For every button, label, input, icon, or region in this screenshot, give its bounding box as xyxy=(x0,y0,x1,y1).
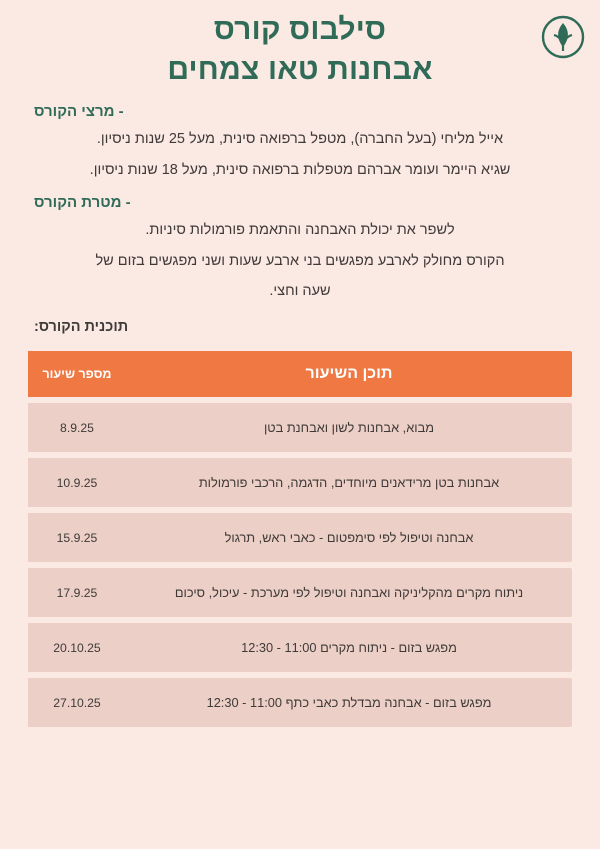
row-number: 20.10.25 xyxy=(28,623,126,672)
table-row xyxy=(28,403,572,452)
page-title xyxy=(28,0,572,89)
row-topic: אבחנות בטן מרידאנים מיוחדים, הדגמה, הרכבי פורמולות xyxy=(126,458,572,507)
row-topic: מפגש בזום - אבחנה מבדלת כאבי כתף 11:00 - 12:30 xyxy=(126,678,572,727)
header-topic: תוכן השיעור xyxy=(126,351,572,397)
document-body xyxy=(28,103,572,733)
goal-paragraph-3: שעה וחצי. xyxy=(269,283,331,300)
row-topic: מפגש בזום - ניתוח מקרים 11:00 - 12:30 xyxy=(126,623,572,672)
goal-heading: - מטרת הקורס xyxy=(34,193,131,211)
row-number: 15.9.25 xyxy=(28,513,126,562)
title-line-1: סילבוס קורס xyxy=(213,13,387,46)
lecturers-paragraph-1: אייל מליחי (בעל החברה), מטפל ברפואה סינית, מעל 25 שנות ניסיון. xyxy=(96,131,504,148)
row-number: 27.10.25 xyxy=(28,678,126,727)
table-row xyxy=(28,513,572,562)
table-row xyxy=(28,568,572,617)
row-number: 10.9.25 xyxy=(28,458,126,507)
header-number: מספר שיעור xyxy=(28,351,126,397)
row-topic: ניתוח מקרים מהקליניקה ואבחנה וטיפול לפי מערכת - עיכול, סיכום xyxy=(126,568,572,617)
lecturers-heading: - מרצי הקורס xyxy=(34,103,124,121)
row-number: 8.9.25 xyxy=(28,403,126,452)
goal-paragraph-2: הקורס מחולק לארבע מפגשים בני ארבע שעות ושני מפגשים בזום של xyxy=(95,252,505,269)
row-topic: מבוא, אבחנות לשון ואבחנת בטן xyxy=(126,403,572,452)
table-row xyxy=(28,458,572,507)
table-row xyxy=(28,623,572,672)
table-row xyxy=(28,678,572,727)
lecturers-paragraph-2: שגיא היימר ועומר אברהם מטפלות ברפואה סינית, מעל 18 שנות ניסיון. xyxy=(89,162,511,178)
program-label: תוכנית הקורס: xyxy=(34,319,129,336)
course-schedule-table xyxy=(28,345,572,733)
table-header-row xyxy=(28,351,572,397)
leaf-circle-logo-icon xyxy=(540,14,586,60)
goal-paragraph-1: לשפר את יכולת האבחנה והתאמת פורמולות סיניות. xyxy=(145,221,455,238)
row-number: 17.9.25 xyxy=(28,568,126,617)
row-topic: אבחנה וטיפול לפי סימפטום - כאבי ראש, תרגול xyxy=(126,513,572,562)
title-line-2: אבחנות טאו צמחים xyxy=(167,52,433,86)
